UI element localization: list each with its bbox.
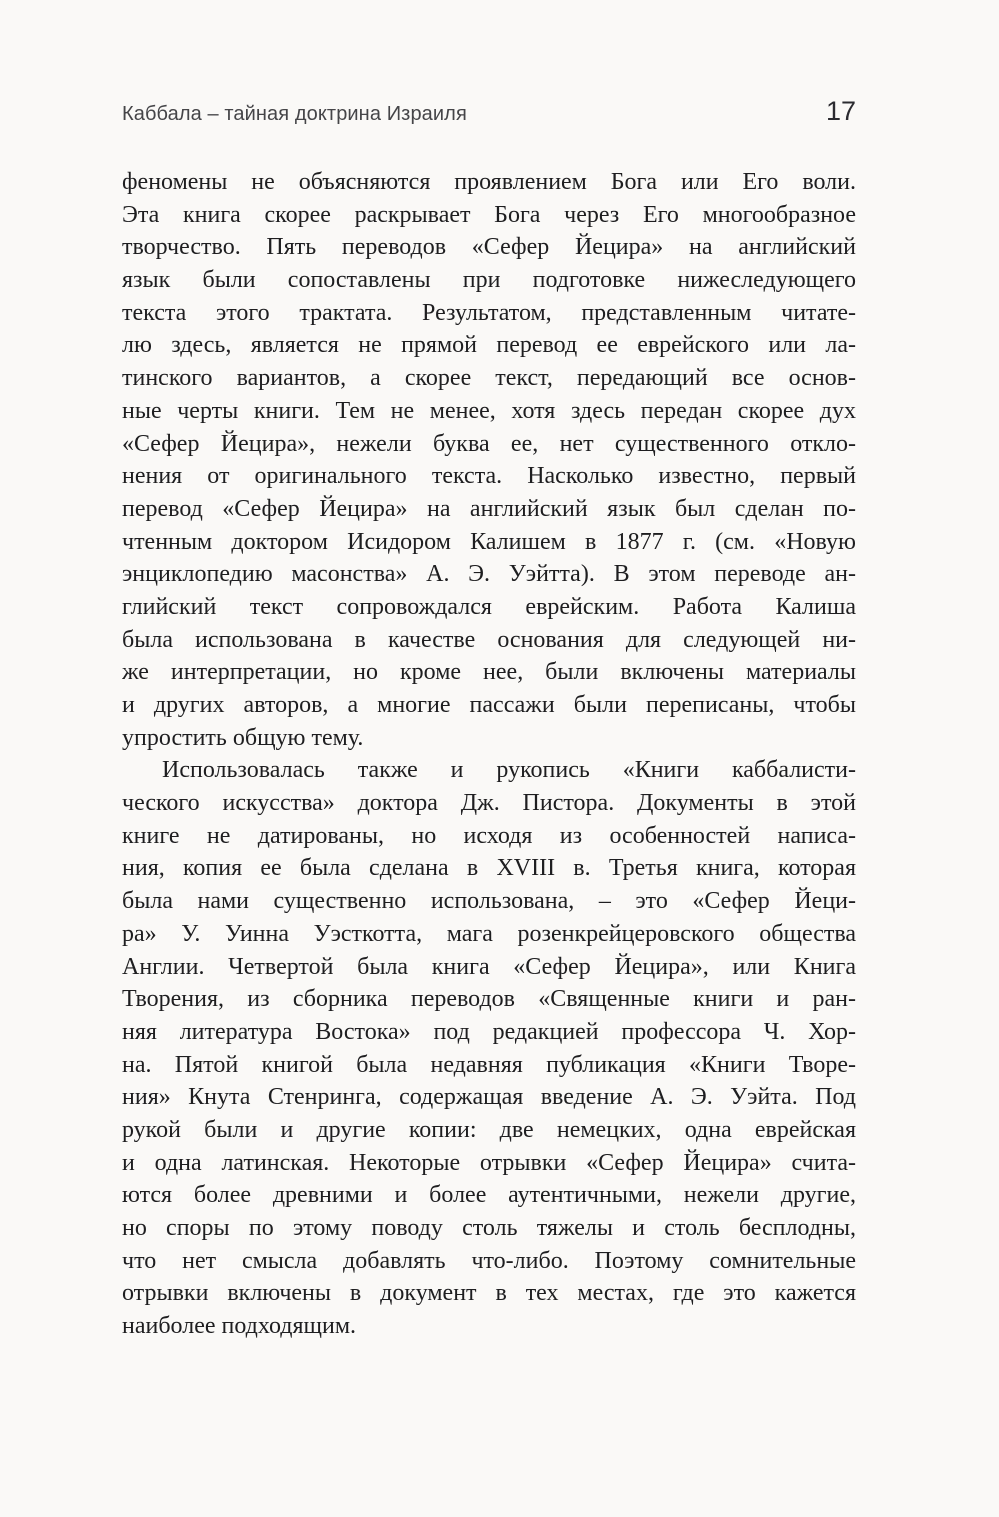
text-line: отрывки включены в документ в тех местах, где это кажется bbox=[122, 1280, 856, 1307]
text-line: и одна латинская. Некоторые отрывки «Сефер Йецира» счита- bbox=[122, 1149, 856, 1176]
text-line: ные черты книги. Тем не менее, хотя здесь передан скорее дух bbox=[122, 397, 856, 424]
text-line: перевод «Сефер Йецира» на английский язык был сделан по- bbox=[122, 495, 856, 522]
text-line: текста этого трактата. Результатом, представленным читате- bbox=[122, 299, 856, 326]
text-line: была нами существенно использована, – это «Сефер Йеци- bbox=[122, 888, 856, 915]
page-header bbox=[122, 96, 856, 127]
text-line: тинского вариантов, а скорее текст, передающий все основ- bbox=[122, 365, 856, 392]
page-body bbox=[122, 166, 856, 1343]
text-line: ра» У. Уинна Уэсткотта, мага розенкрейцеровского общества bbox=[122, 920, 856, 947]
text-line: язык были сопоставлены при подготовке нижеследующего bbox=[122, 267, 856, 294]
text-line: Эта книга скорее раскрывает Бога через Его многообразное bbox=[122, 201, 856, 228]
text-line: что нет смысла добавлять что-либо. Поэтому сомнительные bbox=[122, 1247, 856, 1274]
text-line: же интерпретации, но кроме нее, были включены материалы bbox=[122, 659, 856, 686]
text-line: ческого искусства» доктора Дж. Пистора. Документы в этой bbox=[122, 790, 856, 817]
text-line: энциклопедию масонства» А. Э. Уэйтта). В этом переводе ан- bbox=[122, 561, 856, 588]
text-line: Творения, из сборника переводов «Священные книги и ран- bbox=[122, 986, 856, 1013]
text-line: ются более древними и более аутентичными, нежели другие, bbox=[122, 1182, 856, 1209]
text-line: ния, копия ее была сделана в XVIII в. Третья книга, которая bbox=[122, 855, 856, 882]
text-line: нения от оригинального текста. Насколько известно, первый bbox=[122, 463, 856, 490]
running-title: Каббала – тайная доктрина Израиля bbox=[122, 103, 467, 125]
text-line: ния» Кнута Стенринга, содержащая введение А. Э. Уэйта. Под bbox=[122, 1084, 856, 1111]
text-line: наиболее подходящим. bbox=[122, 1313, 357, 1340]
text-line: на. Пятой книгой была недавняя публикация «Книги Творе- bbox=[122, 1051, 856, 1078]
text-line: глийский текст сопровождался еврейским. Работа Калиша bbox=[122, 593, 856, 620]
text-line: чтенным доктором Исидором Калишем в 1877 г. (см. «Новую bbox=[122, 528, 856, 555]
paragraph bbox=[122, 166, 856, 754]
page-number: 17 bbox=[825, 96, 856, 126]
text-line: Англии. Четвертой была книга «Сефер Йецира», или Книга bbox=[122, 953, 856, 980]
text-line: упростить общую тему. bbox=[122, 724, 364, 751]
text-line: «Сефер Йецира», нежели буква ее, нет существенного откло- bbox=[122, 430, 856, 457]
text-line: рукой были и другие копии: две немецких, одна еврейская bbox=[122, 1116, 856, 1143]
text-line: няя литература Востока» под редакцией профессора Ч. Хор- bbox=[122, 1018, 856, 1045]
text-line: была использована в качестве основания для следующей ни- bbox=[122, 626, 856, 653]
text-line: лю здесь, является не прямой перевод ее еврейского или ла- bbox=[122, 332, 856, 359]
text-line: но споры по этому поводу столь тяжелы и столь бесплодны, bbox=[122, 1215, 856, 1241]
text-line: Использовалась также и рукопись «Книги каббалисти- bbox=[162, 757, 856, 784]
text-line: творчество. Пять переводов «Сефер Йецира» на английский bbox=[122, 234, 856, 261]
text-line: и других авторов, а многие пассажи были переписаны, чтобы bbox=[122, 692, 856, 718]
text-line: феномены не объясняются проявлением Бога или Его воли. bbox=[122, 169, 856, 195]
text-line: книге не датированы, но исходя из особенностей написа- bbox=[122, 822, 856, 849]
paragraph bbox=[122, 754, 856, 1342]
